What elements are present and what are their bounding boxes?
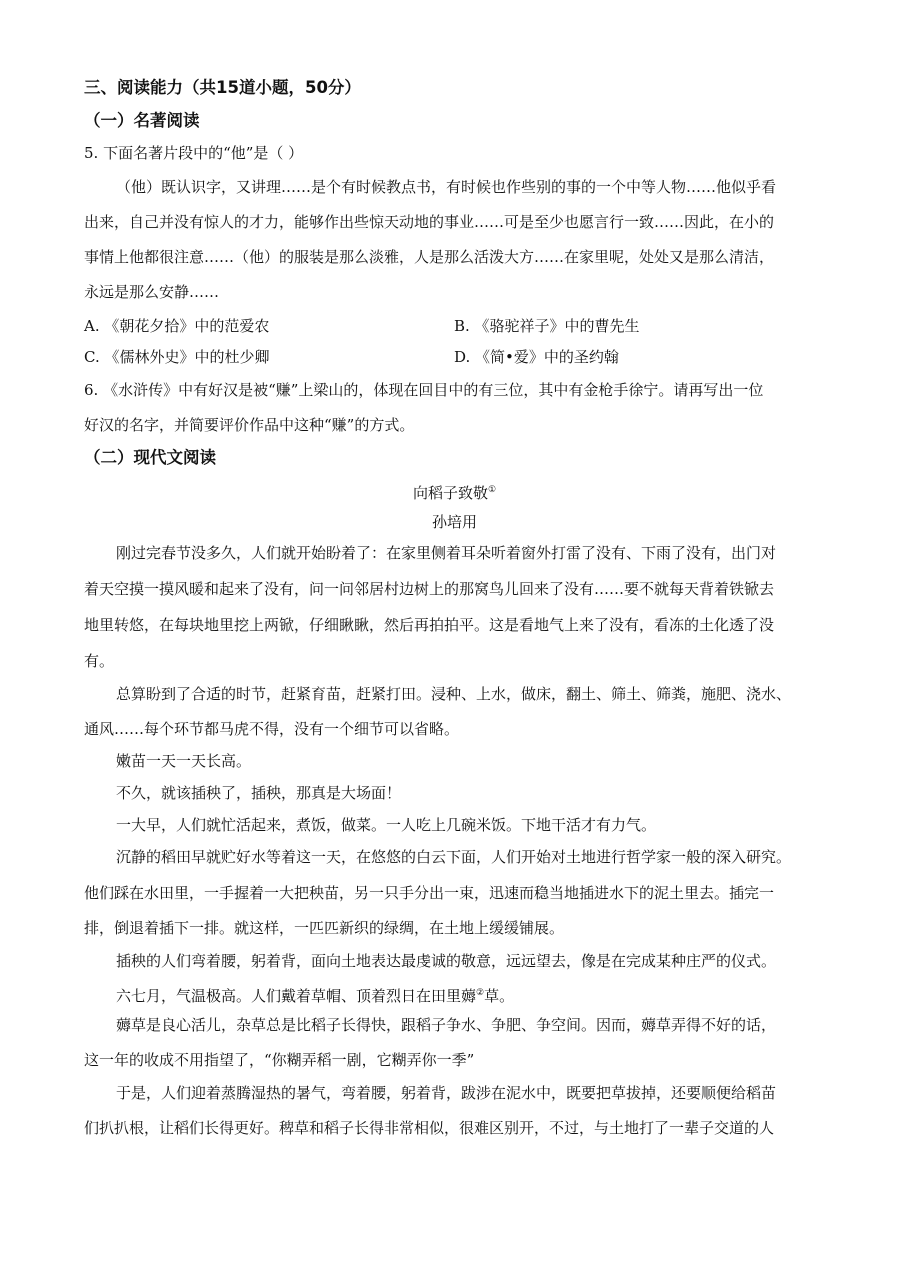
body-line: 有。 <box>84 652 115 670</box>
article-author: 孙培用 <box>431 513 477 531</box>
body-line: 这一年的收成不用指望了，“你糊弄稻一剧，它糊弄你一季” <box>84 1051 475 1069</box>
body-line: 于是，人们迎着蒸腾湿热的暑气，弯着腰，躬着背，跋涉在泥水中，既要把草拔掉，还要顺便给稻苗 <box>116 1084 777 1102</box>
body-text: 六七月，气温极高。人们戴着草帽、顶着烈日在田里薅 <box>116 987 477 1005</box>
title-footnote-mark: ① <box>487 485 497 495</box>
question-5-stem: 5. 下面名著片段中的“他”是（ ） <box>84 144 304 162</box>
body-line: 着天空摸一摸风暖和起来了没有，问一问邻居村边树上的那窝鸟儿回来了没有……要不就每天背着铁锨去 <box>84 580 775 598</box>
part2-heading: （二）现代文阅读 <box>84 448 216 467</box>
body-line: 薅草是良心活儿，杂草总是比稻子长得快，跟稻子争水、争肥、争空间。因而，薅草弄得不好的话， <box>116 1016 777 1034</box>
article-title: 向稻子致敬 <box>412 484 488 502</box>
option-d: D. 《简•爱》中的圣约翰 <box>454 348 619 366</box>
option-a: A. 《朝花夕拾》中的范爱农 <box>84 317 270 335</box>
body-line: 插秧的人们弯着腰，躬着背，面向土地表达最虔诚的敬意，远远望去，像是在完成某种庄严的仪式。 <box>116 952 777 970</box>
body-line: 一大早，人们就忙活起来，煮饭，做菜。一人吃上几碗米饭。下地干活才有力气。 <box>116 816 657 834</box>
body-line: 他们踩在水田里，一手握着一大把秧苗，另一只手分出一束，迅速而稳当地插进水下的泥土里去。插完一 <box>84 884 775 902</box>
question-6-line: 好汉的名字，并简要评价作品中这种“赚”的方式。 <box>84 416 415 434</box>
body-line: 们扒扒根，让稻们长得更好。稗草和稻子长得非常相似，很难区别开，不过，与土地打了一辈子交道的人 <box>84 1119 775 1137</box>
body-line: 地里转悠，在每块地里挖上两锨，仔细瞅瞅，然后再拍拍平。这是看地气上来了没有，看冻的土化透了没 <box>84 616 775 634</box>
footnote-mark-2: ② <box>476 988 485 998</box>
body-line: 通风……每个环节都马虎不得，没有一个细节可以省略。 <box>84 720 460 738</box>
q5-passage-line: 永远是那么安静…… <box>84 283 220 301</box>
body-line: 刚过完春节没多久，人们就开始盼着了：在家里侧着耳朵听着窗外打雷了没有、下雨了没有，出门对 <box>116 544 777 562</box>
body-line: 不久，就该插秧了，插秧，那真是大场面！ <box>116 784 402 802</box>
body-line-with-footnote <box>116 983 514 1006</box>
body-line: 沉静的稻田早就贮好水等着这一天，在悠悠的白云下面，人们开始对土地进行哲学家一般的深入研究。 <box>116 848 792 866</box>
option-c: C. 《儒林外史》中的杜少卿 <box>84 348 270 366</box>
body-line: 嫩苗一天一天长高。 <box>116 752 252 770</box>
section-heading: 三、阅读能力（共15道小题，50分） <box>84 78 361 97</box>
part1-heading: （一）名著阅读 <box>84 111 200 130</box>
option-b: B. 《骆驼祥子》中的曹先生 <box>454 317 640 335</box>
body-line: 排，倒退着插下一排。就这样，一匹匹新织的绿绸，在土地上缓缓铺展。 <box>84 919 565 937</box>
q5-passage-line: 出来，自己并没有惊人的才力，能够作出些惊天动地的事业……可是至少也愿言行一致……因此，在小的 <box>84 213 775 231</box>
article-title-line <box>0 480 909 503</box>
q5-passage-line: （他）既认识字，又讲理……是个有时候教点书，有时候也作些别的事的一个中等人物……他似乎看 <box>116 178 777 196</box>
q5-passage-line: 事情上他都很注意……（他）的服装是那么淡雅，人是那么活泼大方……在家里呢，处处又是那么清洁， <box>84 248 775 266</box>
body-text: 草。 <box>484 987 515 1005</box>
question-6-line: 6. 《水浒传》中有好汉是被“赚”上梁山的，体现在回目中的有三位，其中有金枪手徐宁。请再写出一位 <box>84 381 764 399</box>
body-line: 总算盼到了合适的时节，赶紧育苗，赶紧打田。浸种、上水，做床，翻土、筛土、筛粪，施肥、浇水、 <box>116 685 792 703</box>
